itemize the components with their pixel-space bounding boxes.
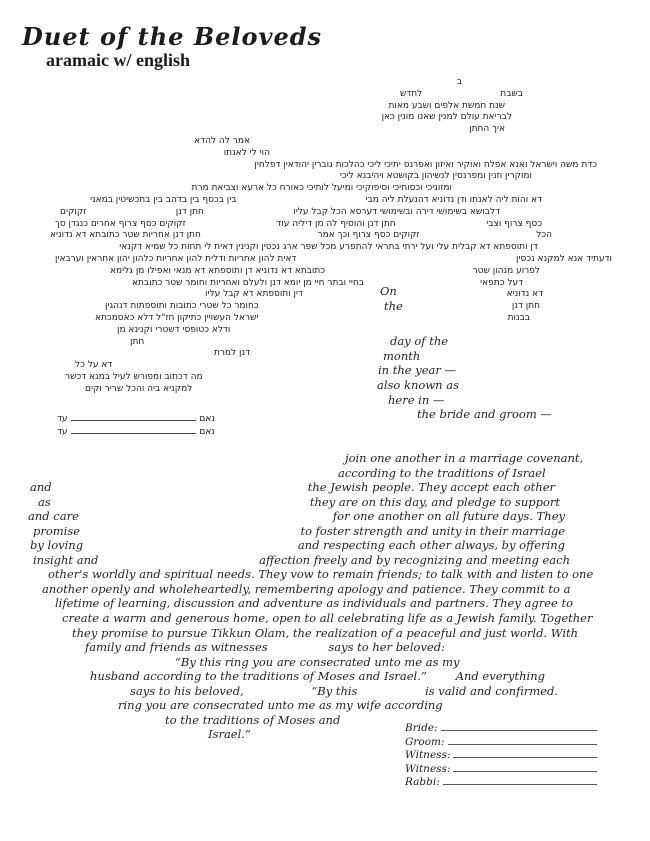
vow-line — [25, 684, 630, 699]
vow-fragment: promise — [33, 523, 81, 538]
english-vows-text — [25, 451, 630, 742]
aramaic-fragment: חתן דנן והוסיף לה מן דיליה עוד — [276, 218, 396, 229]
aramaic-row — [45, 183, 612, 195]
aramaic-row — [45, 101, 612, 113]
aramaic-fragment: איך החתן — [469, 124, 505, 135]
aramaic-fragment: חתן דנן — [511, 301, 540, 312]
aramaic-fragment: לבריאת עולם למנין שאנו מונין כאן — [381, 112, 512, 123]
aramaic-row — [45, 242, 612, 254]
groom-label: Groom: — [405, 735, 445, 748]
aramaic-fragment: כדת משה וישראל ואנא אפלח ואוקיר ואיזון ואפרנס יתיכי ליכי כהלכות גוברין יהודאין דפלחין — [254, 159, 597, 170]
vow-fragment: lifetime of learning, discussion and adventure as individuals and partners. They agree to — [55, 596, 574, 611]
fill-line: the — [384, 298, 403, 313]
vow-line — [25, 640, 630, 655]
vow-fragment: “By this — [311, 683, 358, 698]
vow-fragment: “By this ring you are consecrated unto me as my — [175, 654, 460, 669]
vow-line — [25, 596, 630, 611]
aramaic-fragment: אמר לה להדא — [194, 135, 250, 146]
aramaic-row — [45, 160, 612, 172]
vow-fragment: Israel.” — [208, 727, 251, 742]
aramaic-fragment: כחומר כל שטרי כתובות ותוספתות דנהגין — [105, 301, 259, 312]
aramaic-fragment: לחדש — [400, 88, 423, 99]
vow-fragment: they promise to pursue Tikkun Olam, the realization of a peaceful and just world. With — [72, 625, 579, 640]
signature-block — [405, 721, 597, 789]
vow-line — [25, 611, 630, 626]
vow-line — [25, 669, 630, 684]
vow-fragment: the Jewish people. They accept each other — [307, 480, 555, 495]
witness-ed-label: עד — [57, 427, 68, 437]
witness-signature-line — [71, 412, 197, 421]
aramaic-fragment: הכל — [536, 230, 552, 241]
vow-fragment: according to the traditions of Israel — [338, 465, 546, 480]
aramaic-fragment: דן ותוספתא דא קבלית עלי ועל ירתי בתראי להתפרע מכל שפר ארג נכסין וקנינין דאית לי תחות כל שמיא דקנאי — [119, 242, 538, 253]
aramaic-fragment: דאית להון אחריות ודלית להון אחריות כלהון יהון אחראין וערבאין — [55, 253, 297, 264]
date-fill-in-column — [376, 284, 596, 422]
vow-fragment: to foster strength and unity in their marriage — [300, 523, 565, 538]
groom-signature-line — [448, 735, 597, 745]
fill-line: the bride and groom — — [417, 407, 552, 422]
vow-fragment: says to her beloved: — [328, 640, 445, 655]
aramaic-fragment: דא נדוניא — [506, 289, 543, 300]
vow-fragment: they are on this day, and pledge to support — [309, 494, 560, 509]
witness-ed-label: עד — [57, 414, 68, 424]
vow-fragment: other's worldly and spiritual needs. They vow to remain friends; to talk with and listen to one — [48, 567, 594, 582]
vow-fragment: affection freely and by recognizing and meeting each — [259, 552, 570, 567]
aramaic-fragment: כסף צרוף וצבי — [486, 218, 542, 229]
aramaic-row — [45, 230, 612, 242]
vow-line — [25, 582, 630, 597]
vow-line — [25, 655, 630, 670]
aramaic-fragment: דא והות ליה לאנתו ודן נדוניא דהנעלת ליה מבי — [365, 194, 542, 205]
witness-signature-row — [57, 425, 215, 438]
aramaic-fragment: דין ותוספתא דא קבל עליו — [205, 289, 303, 300]
vow-fragment: by loving — [30, 538, 84, 553]
signature-row — [405, 775, 597, 789]
aramaic-fragment: מה דכתוב ומפורש לעיל במנא דכשר — [65, 371, 203, 382]
vow-line — [25, 567, 630, 582]
vow-line — [25, 553, 630, 568]
bride-label: Bride: — [405, 722, 438, 734]
aramaic-row — [45, 171, 612, 183]
signature-row — [405, 748, 597, 762]
witness-label: Witness: — [405, 749, 451, 762]
vow-fragment: and care — [28, 509, 79, 524]
aramaic-fragment: ומזוניכי וכסותיכי וסיפוקיכי ומיעל לותיכי כאורח כל ארעא וצביאת מרת — [191, 183, 452, 194]
vow-line — [25, 524, 630, 539]
signature-row — [405, 735, 597, 749]
aramaic-row — [45, 112, 612, 124]
hebrew-witness-lines — [57, 412, 215, 438]
aramaic-fragment: זקוקים כסף צרוף וכך אמר — [317, 230, 420, 241]
fill-line: also known as — [377, 377, 459, 392]
aramaic-fragment: חתן — [130, 336, 145, 347]
vow-fragment: as — [38, 494, 51, 509]
aramaic-fragment: דנן למרת — [213, 348, 250, 359]
aramaic-fragment: למקניא ביה והכל שריר וקים — [85, 383, 193, 394]
vow-fragment: to the traditions of Moses and — [165, 712, 341, 727]
rabbi-label: Rabbi: — [405, 776, 440, 789]
vow-fragment: says to his beloved, — [130, 683, 244, 698]
aramaic-row — [45, 77, 612, 89]
vow-line — [25, 495, 630, 510]
aramaic-fragment: לפרוע מנהון שטר — [472, 265, 540, 276]
aramaic-fragment: בשבת — [500, 88, 523, 99]
aramaic-fragment: כתובתא דא נדוניא דן ותוספתא דא מנאי ואפילו מן גלימא — [110, 265, 325, 276]
aramaic-fragment: חתן דנן — [175, 206, 204, 217]
vow-fragment: another openly and wholeheartedly, remembering apology and patience. They commit to a — [42, 581, 571, 596]
aramaic-fragment: דלבושא בשימושי דירה ובשימושי דערסא הכל קבל עליו — [293, 206, 500, 217]
vow-fragment: family and friends as witnesses — [85, 640, 268, 655]
vow-line — [25, 538, 630, 553]
aramaic-row — [45, 136, 612, 148]
page-title: Duet of the Beloveds — [22, 22, 323, 51]
aramaic-row — [45, 266, 612, 278]
fill-line: in the year — — [378, 363, 457, 378]
vow-line — [25, 466, 630, 481]
aramaic-fragment: דא על כל — [75, 360, 113, 371]
aramaic-fragment: בבנות — [507, 312, 530, 323]
aramaic-fragment: בין בכסף בין בדהב בין בתכשיטין במאני — [90, 194, 237, 205]
vow-fragment: husband according to the traditions of Moses and Israel.” — [90, 669, 427, 684]
aramaic-fragment: דעל כתפאי — [480, 277, 523, 288]
aramaic-fragment: ודעתיד אנא למקנא נכסין — [516, 253, 612, 264]
vow-fragment: is valid and confirmed. — [425, 683, 558, 698]
aramaic-fragment: ישראל העשויין כתיקון חז"ל דלא כאסמכתא — [95, 312, 259, 323]
vow-fragment: and — [30, 480, 52, 495]
witness-signature-line — [71, 425, 197, 434]
aramaic-fragment: ב — [456, 77, 462, 87]
witness-signature-line — [453, 748, 597, 758]
vow-fragment: and respecting each other always, by offering — [297, 538, 565, 553]
aramaic-fragment: בחיי ובתר חיי מן יומא דנן ולעלם ואחריות וחומר שטר כתובתא — [132, 277, 365, 288]
vow-line — [25, 509, 630, 524]
signature-row — [405, 721, 597, 735]
vow-fragment: insight and — [33, 552, 99, 567]
witness-naum-label: נאם — [199, 427, 215, 437]
vow-fragment: And everything — [455, 669, 545, 684]
aramaic-row — [45, 254, 612, 266]
aramaic-row — [45, 207, 612, 219]
aramaic-row — [45, 124, 612, 136]
aramaic-fragment: שנת חמשת אלפים ושבע מאות — [388, 100, 505, 111]
aramaic-fragment: הוי לי לאנתו — [223, 147, 270, 158]
witness-signature-line — [453, 762, 597, 772]
fill-line: here in — — [388, 392, 445, 407]
vow-line — [25, 626, 630, 641]
aramaic-fragment: ומוקרין וזנין ומפרנסין לנשיהון בקושטא ויהיבנא ליכי — [339, 171, 532, 182]
aramaic-fragment: חתן דנן אחריות שטר כתובתא דא נדוניא — [50, 230, 201, 241]
page-subtitle: aramaic w/ english — [46, 50, 190, 70]
witness-label: Witness: — [405, 762, 451, 775]
fill-line: day of the — [390, 334, 449, 349]
vow-line — [25, 480, 630, 495]
fill-line: On — [380, 284, 397, 298]
rabbi-signature-line — [443, 775, 597, 785]
vow-line — [25, 451, 630, 466]
aramaic-fragment: זקוקים — [60, 206, 87, 217]
aramaic-row — [45, 219, 612, 231]
aramaic-row — [45, 195, 612, 207]
bride-signature-line — [441, 721, 597, 731]
vow-fragment: create a warm and generous home, open to all celebrating life as a Jewish family. Together — [62, 611, 593, 626]
vow-line — [25, 698, 630, 713]
aramaic-row — [45, 89, 612, 101]
aramaic-fragment: זקוקים כסף צרוף אחרים כנגדן סך — [55, 218, 186, 229]
vow-fragment: ring you are consecrated unto me as my wife according — [118, 698, 443, 713]
vow-fragment: for one another on all future days. They — [332, 509, 565, 524]
signature-row — [405, 762, 597, 776]
fill-line: month — [383, 348, 421, 363]
aramaic-fragment: ודלא כטופסי דשטרי וקנינא מן — [117, 324, 231, 335]
witness-signature-row — [57, 412, 215, 425]
vow-fragment: join one another in a marriage covenant, — [345, 451, 584, 465]
aramaic-row — [45, 148, 612, 160]
witness-naum-label: נאם — [199, 414, 215, 424]
